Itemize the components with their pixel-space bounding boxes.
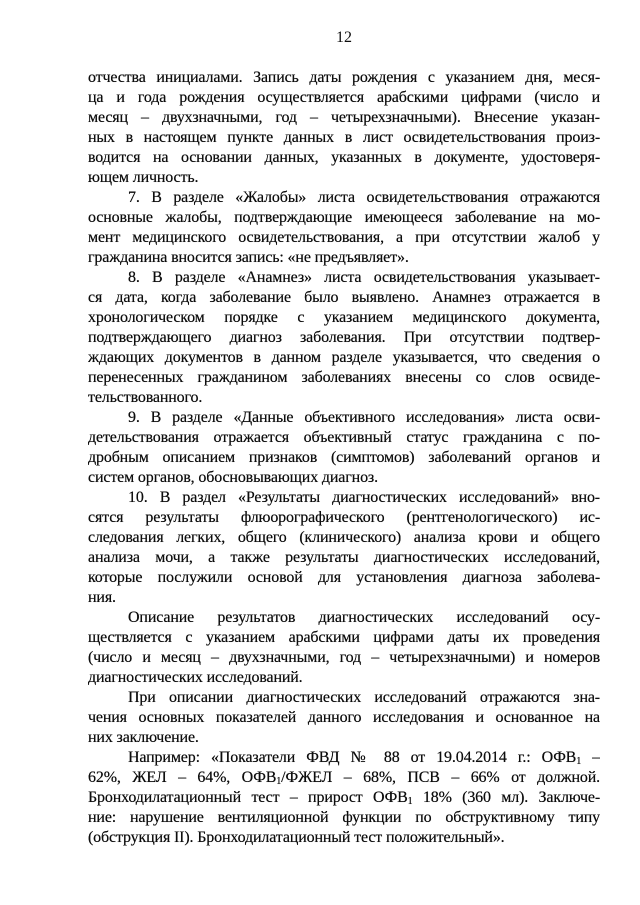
subscript: 1 — [407, 796, 413, 807]
document-body — [88, 68, 600, 848]
text-line: детельствования отражается объективный статус гражданина с по- — [88, 429, 600, 446]
text-line: водится на основании данных, указанных в документе, удостоверя- — [88, 149, 600, 166]
paragraph-indicators — [88, 688, 600, 748]
text-line: ных в настоящем пункте данных в лист освидетельствования произ- — [88, 129, 600, 146]
text-line: них заключение. — [88, 729, 199, 746]
text-line: чения основных показателей данного исследования и основанное на — [88, 709, 600, 726]
text-line: анализа мочи, а также результаты диагностических исследований, — [88, 549, 600, 566]
text-segment: 18% (360 мл). Заключе- — [412, 789, 600, 806]
paragraph-example — [88, 748, 600, 848]
paragraph-item-9 — [88, 408, 600, 488]
text-line: месяц – двухзначными, год – четырехзначными). Внесение указан- — [88, 109, 600, 126]
text-line: тельствованного. — [88, 389, 203, 406]
text-line: 7. В разделе «Жалобы» листа освидетельствования отражаются — [128, 189, 600, 206]
text-line: подтверждающего диагноз заболевания. При отсутствии подтвер- — [88, 329, 600, 346]
text-line: 8. В разделе «Анамнез» листа освидетельствования указывает- — [128, 269, 600, 286]
text-line: ждающих документов в данном разделе указывается, что сведения о — [88, 349, 600, 366]
text-line: (число и месяц – двухзначными, год – четырехзначными) и номеров — [88, 649, 600, 666]
text-line: ние: нарушение вентиляционной функции по обструктивному типу — [88, 809, 600, 826]
text-line: ществляется с указанием арабскими цифрами даты их проведения — [88, 629, 600, 646]
text-line — [88, 768, 600, 788]
paragraph-description — [88, 608, 600, 688]
text-line: сятся результаты флюорографического (рентгенологического) ис- — [88, 509, 600, 526]
text-line: дробным описанием признаков (симптомов) заболеваний органов и — [88, 449, 600, 466]
paragraph-item-8 — [88, 268, 600, 408]
paragraph-item-7 — [88, 188, 600, 268]
paragraph-continuation — [88, 68, 600, 188]
text-line: 10. В раздел «Результаты диагностических исследований» вно- — [128, 489, 600, 506]
text-line: перенесенных гражданином заболеваниях внесены со слов освиде- — [88, 369, 600, 386]
text-segment: /ФЖЕЛ – 68%, ПСВ – 66% от должной. — [281, 769, 600, 786]
text-line: 9. В разделе «Данные объективного исследования» листа осви- — [128, 409, 600, 426]
text-line: При описании диагностических исследований отражаются зна- — [128, 689, 600, 706]
text-line — [88, 788, 600, 808]
text-line — [88, 748, 600, 768]
text-line: хронологическом порядке с указанием медицинского документа, — [88, 309, 600, 326]
subscript: 1 — [576, 756, 582, 767]
paragraph-item-10 — [88, 488, 600, 608]
text-line: ния. — [88, 589, 116, 606]
text-line: систем органов, обосновывающих диагноз. — [88, 469, 378, 486]
text-line: Описание результатов диагностических исследований осу- — [128, 609, 600, 626]
text-line: гражданина вносится запись: «не предъявляет». — [88, 249, 409, 266]
text-line: следования легких, общего (клинического) анализа крови и общего — [88, 529, 600, 546]
text-line: которые послужили основой для установления диагноза заболева- — [88, 569, 600, 586]
text-line: диагностических исследований. — [88, 669, 303, 686]
text-line: мент медицинского освидетельствования, а при отсутствии жалоб у — [88, 229, 600, 246]
text-line: ся дата, когда заболевание было выявлено. Анамнез отражается в — [88, 289, 600, 306]
text-segment: – — [581, 749, 600, 766]
text-segment: Например: «Показатели ФВД № 88 от 19.04.2014 г.: ОФВ — [128, 749, 577, 766]
text-line: основные жалобы, подтверждающие имеющееся заболевание на мо- — [88, 209, 600, 226]
page-number: 12 — [336, 29, 352, 46]
text-line: отчества инициалами. Запись даты рождения с указанием дня, меся- — [88, 69, 600, 86]
text-line: (обструкция II). Бронходилатационный тест положительный». — [88, 829, 505, 846]
text-segment: 62%, ЖЕЛ – 64%, ОФВ — [88, 769, 277, 786]
text-line: ца и года рождения осуществляется арабскими цифрами (число и — [88, 89, 600, 106]
text-line: ющем личность. — [88, 169, 199, 186]
text-segment: Бронходилатационный тест – прирост ОФВ — [88, 789, 408, 806]
subscript: 1 — [276, 776, 282, 787]
